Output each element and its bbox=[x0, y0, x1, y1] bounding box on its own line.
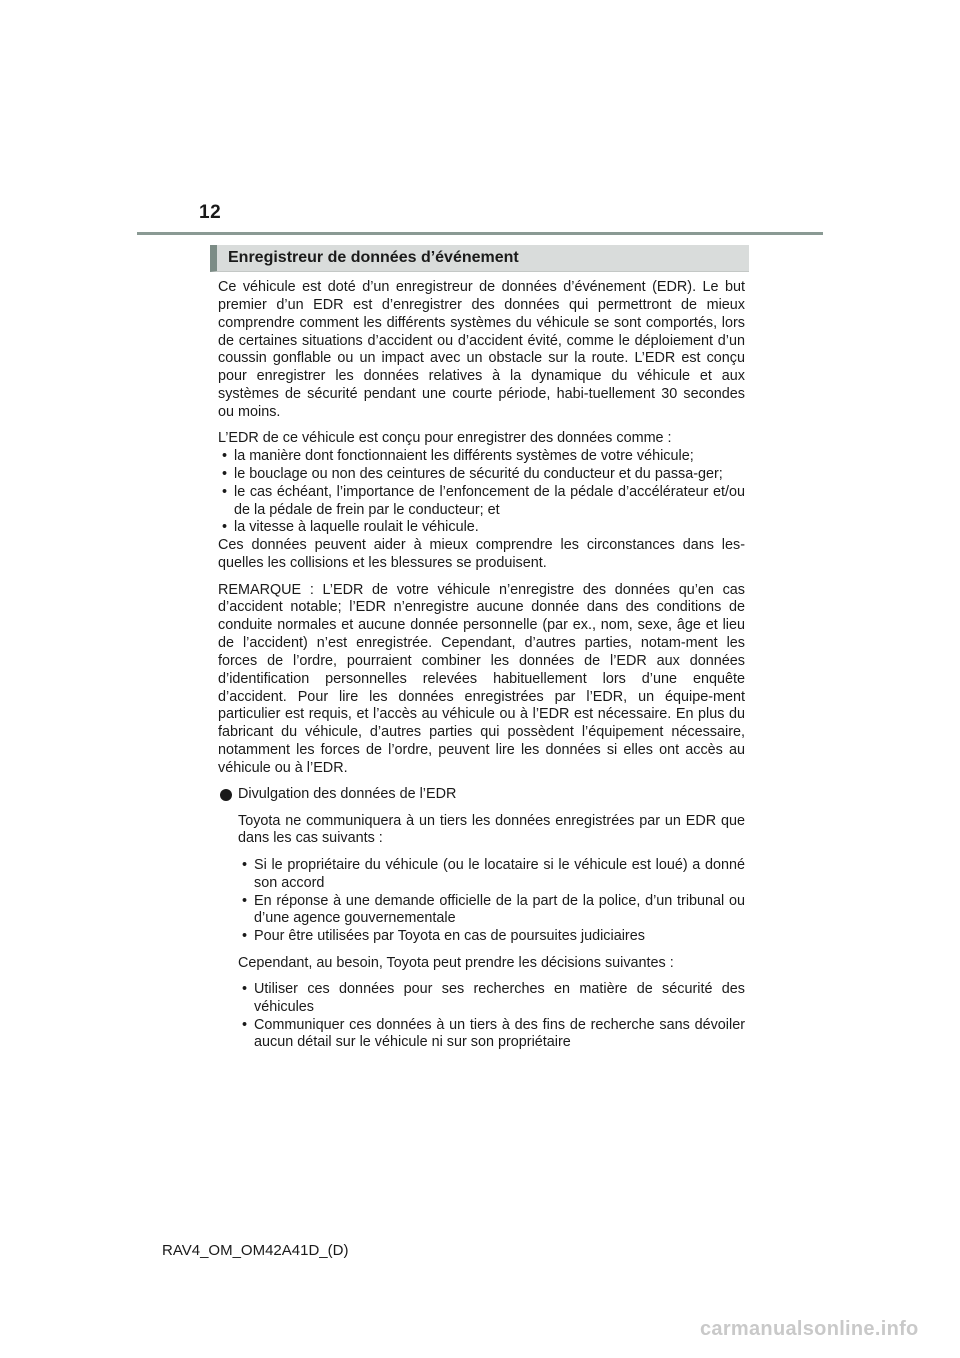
bullet-icon: • bbox=[242, 980, 248, 997]
bullet-icon: • bbox=[222, 483, 228, 500]
header-rule bbox=[137, 232, 823, 235]
list-item: • la manière dont fonctionnaient les différents systèmes de votre véhicule; bbox=[222, 448, 694, 465]
list-item: • Pour être utilisées par Toyota en cas de poursuites judiciaires bbox=[242, 928, 645, 945]
bullet-icon: • bbox=[242, 928, 248, 945]
disclosure-block bbox=[218, 813, 745, 1053]
watermark: carmanualsonline.info bbox=[700, 1318, 919, 1340]
decisions-list bbox=[238, 981, 745, 1052]
list-item: • Communiquer ces données à un tiers à des fins de recherche sans dévoiler aucun détail sur le véhicule ni sur son propriétaire bbox=[242, 1016, 745, 1051]
section-body bbox=[218, 279, 745, 1052]
list-item: • Si le propriétaire du véhicule (ou le locataire si le véhicule est loué) a donné son accord bbox=[242, 856, 745, 891]
bullet-icon: • bbox=[222, 519, 228, 536]
bullet-icon: • bbox=[222, 448, 228, 465]
page-number: 12 bbox=[199, 202, 222, 223]
document-code: RAV4_OM_OM42A41D_(D) bbox=[162, 1242, 349, 1259]
disclosure-paragraph: Toyota ne communiquera à un tiers les données enregistrées par un EDR que dans les cas suivants : bbox=[238, 812, 745, 847]
section-header bbox=[210, 245, 749, 272]
intro-paragraph: Ce véhicule est doté d’un enregistreur de données d’événement (EDR). Le but premier d’un EDR est d’enregistrer des données qui permettront de mieux comprendre comment les différents systèmes du véhicule se sont comportés, lors de certaines situations d’accident ou d’accident évité, comme le déploiement d’un coussin gonflable ou un impact avec un obstacle sur la route. L’EDR est conçu pour enregistrer les données relatives à la dynamique du véhicule et aux systèmes de sécurité pendant une courte période, habi-tuellement 30 secondes ou moins. bbox=[218, 279, 745, 420]
list-item: • Utiliser ces données pour ses recherches en matière de sécurité des véhicules bbox=[242, 980, 745, 1015]
bullet-icon: • bbox=[222, 465, 228, 482]
section-title: Enregistreur de données d’événement bbox=[228, 249, 519, 266]
decisions-paragraph: Cependant, au besoin, Toyota peut prendre les décisions suivantes : bbox=[238, 954, 674, 971]
data-list-intro: L’EDR de ce véhicule est conçu pour enregistrer des données comme : bbox=[218, 430, 672, 447]
recorded-data-list bbox=[218, 448, 745, 537]
list-item: • le cas échéant, l’importance de l’enfoncement de la pédale d’accélérateur et/ou de la pédale de frein par le conducteur; et bbox=[222, 483, 745, 518]
list-item: • le bouclage ou non des ceintures de sécurité du conducteur et du passa-ger; bbox=[222, 465, 723, 482]
list-item: • la vitesse à laquelle roulait le véhicule. bbox=[222, 519, 479, 536]
disclosure-cases-list bbox=[238, 857, 745, 946]
bullet-icon: • bbox=[242, 892, 248, 909]
disc-bullet-icon bbox=[220, 789, 232, 801]
remark-paragraph: REMARQUE : L’EDR de votre véhicule n’enregistre des données qu’en cas d’accident notable; l’EDR n’enregistre aucune donnée dans des conditions de conduite normales et aucune donnée personnelle (par ex., nom, sexe, âge et lieu de l’accident) n’est enregistrée. Cependant, d’autres parties, notam-ment les forces de l’ordre, pourraient combiner les données de l’EDR aux données d’identification personnelles relevées habituellement lors d’une enquête d’accident. Pour lire les données enregistrées par l’EDR, un équipe-ment particulier est requis, et l’accès au véhicule ou à l’EDR est nécessaire. En plus du fabricant du véhicule, d’autres parties qui possèdent l’équipement nécessaire, notamment les forces de l’ordre, peuvent lire les données si elles ont accès au véhicule ou à l’EDR. bbox=[218, 581, 745, 776]
list-item: • En réponse à une demande officielle de la part de la police, d’un tribunal ou d’une agence gouvernementale bbox=[242, 892, 745, 927]
disclosure-subheading: Divulgation des données de l’EDR bbox=[218, 786, 745, 804]
purpose-paragraph: Ces données peuvent aider à mieux comprendre les circonstances dans les-quelles les collisions et les blessures se produisent. bbox=[218, 537, 745, 572]
bullet-icon: • bbox=[242, 1016, 248, 1033]
bullet-icon: • bbox=[242, 856, 248, 873]
